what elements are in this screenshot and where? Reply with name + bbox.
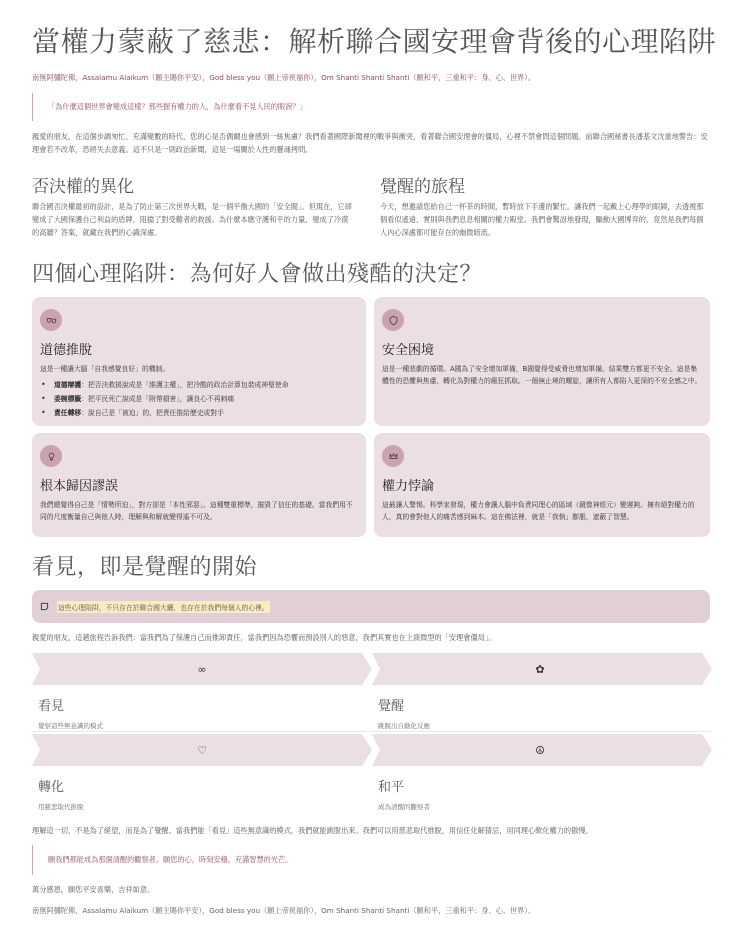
section-heading-journey: 覺醒的旅程 — [380, 177, 465, 197]
step-title: 和平 — [378, 780, 405, 795]
card-title: 權力悖論 — [382, 479, 435, 494]
step-title: 看見 — [38, 699, 65, 714]
closing-quote — [32, 845, 710, 875]
trap-card-power-paradox — [374, 433, 710, 537]
shield-icon — [382, 309, 404, 331]
trap-card-attribution-error — [32, 433, 366, 537]
card-title: 道德推脫 — [40, 343, 93, 358]
lightbulb-icon — [40, 445, 62, 467]
opening-quote-text: 「為什麼這個世界會變成這樣？那些握有權力的人，為什麼看不見人民的眼淚？」 — [48, 102, 307, 111]
list-term: 責任轉移 — [54, 409, 82, 417]
divider — [32, 731, 372, 732]
infinity-icon: ∞ — [197, 662, 207, 676]
step-title: 覺醒 — [378, 699, 405, 714]
thanks-text: 萬分感恩，願您平安喜樂，吉祥如意。 — [32, 885, 155, 894]
closing-quote-text: 願我們都能成為那個清醒的觀察者。願您的心，時刻安穩，充滿智慧的光芒。 — [48, 855, 293, 864]
note-icon — [40, 602, 49, 611]
journey-paragraph: 今天，想邀請您給自己一杯茶的時間，暫時放下手邊的繁忙。讓我們一起戴上心理學的眼鏡，去透視那個看似遙遠、實則與我們息息相關的權力殿堂。我們會驚訝地發現，驅動大國博弈的，竟然是我們每個人內心深處都可能存在的幽微暗流。 — [380, 202, 704, 237]
section-heading-veto: 否決權的異化 — [32, 177, 134, 197]
card-intro: 這是一種讓大腦「自我感覺良好」的機制。 — [40, 365, 170, 373]
step-title: 轉化 — [38, 780, 65, 795]
step-desc: 跳脫出自動化反應 — [378, 722, 430, 730]
closing-paragraph: 理解這一切，不是為了絕望，而是為了覺醒。當我們能「看見」這些無意識的模式，我們就能跳脫出來。我們可以用慈悲取代推脫，用信任化解猜忌，用同理心軟化權力的傲慢。 — [32, 826, 593, 835]
greeting-bottom: 南無阿彌陀佛，Assalamu Alaikum（願主賜你平安），God bless you（願上帝祝福你），Om Shanti Shanti Shanti（願和平，三重和平：身、心、世界）。 — [32, 906, 536, 915]
step-desc: 覺察這些無意識的模式 — [38, 722, 103, 730]
veto-paragraph: 聯合國否決權最初的設計，是為了防止第三次世界大戰，是一個平衡大國的「安全閥」。但現在，它卻變成了大國保護自己利益的盾牌，阻擋了對受難者的救援。為什麼本應守護和平的力量，變成了冷漠的高牆？答案，就藏在我們的心識深處。 — [32, 202, 352, 237]
step-arrow — [372, 653, 712, 685]
card-text: 這最讓人警惕。科學家發現，權力會讓人腦中負責同理心的區域（鏡像神經元）變遲鈍。擁有絕對權力的人，真的會對他人的痛苦感到麻木。這在佛法裡，就是「我執」膨脹，遮蔽了智慧。 — [382, 501, 695, 521]
list-term: 道德辯護 — [54, 381, 82, 389]
peace-icon: ☮ — [535, 743, 545, 757]
card-title: 根本歸因謬誤 — [40, 479, 119, 494]
divider — [372, 731, 712, 732]
list-text: ：把平民死亡說成是「附帶損害」，讓良心不再刺痛 — [81, 395, 235, 403]
step-peace — [372, 734, 712, 811]
card-text: 我們總覺得自己是「情勢所迫」，對方卻是「本性邪惡」。這種雙重標準，摧毀了信任的基礎。當我們用不同的尺度衡量自己與他人時，理解與和解就變得遙不可及。 — [40, 501, 353, 521]
opening-quote — [32, 93, 710, 121]
card-list — [40, 378, 358, 420]
callout-text: 這些心理陷阱，不只存在於聯合國大廳，也存在於我們每個人的心裡。 — [57, 601, 270, 613]
awakening-paragraph: 親愛的朋友，這趟旅程告訴我們：當我們為了保護自己而推卸責任，當我們因為恐懼而預設別人的惡意，我們其實也在上演微型的「安理會僵局」。 — [32, 633, 496, 642]
trap-card-security-dilemma — [374, 297, 710, 426]
step-desc: 成為清醒的觀察者 — [378, 803, 430, 811]
list-text: ：說自己是「被迫」的，把責任推給歷史或對手 — [81, 409, 224, 417]
list-term: 委婉標籤 — [54, 395, 82, 403]
list-item — [40, 406, 358, 420]
list-text: ：把否決救援說成是「維護主權」，把冷酷的政治計算包裝成神聖使命 — [81, 381, 289, 389]
step-see — [32, 653, 372, 730]
flower-icon: ✿ — [535, 662, 545, 676]
awakening-heading: 看見，即是覺醒的開始 — [32, 555, 258, 580]
list-item — [40, 392, 358, 406]
list-item — [40, 378, 358, 392]
masks-icon — [40, 309, 62, 331]
greeting-top: 南無阿彌陀佛，Assalamu Alaikum（願主賜你平安），God bless you（願上帝祝福你），Om Shanti Shanti Shanti（願和平，三重和平：身、心、世界）。 — [32, 73, 536, 82]
card-title: 安全困境 — [382, 343, 435, 358]
step-desc: 用慈悲取代推脫 — [38, 803, 84, 811]
step-arrow — [32, 653, 372, 685]
step-arrow — [32, 734, 372, 766]
intro-paragraph: 親愛的朋友，在這個步調匆忙、充滿變數的時代，您的心是否偶爾也會感到一絲焦慮？我們看著國際新聞裡的戰爭與衝突，看著聯合國安理會的僵局，心裡不禁會問這個問題。前聯合國秘書長潘基文沈重地警告：安理會若不改革，恐將失去意義。這不只是一則政治新聞，這是一場關於人性的靈魂拷問。 — [32, 132, 708, 154]
crown-icon — [382, 445, 404, 467]
trap-card-moral-disengagement — [32, 297, 366, 426]
card-text: 這是一種悲劇的循環。A國為了安全增加軍備，B國覺得受威脅也增加軍備。結果雙方都更不安全。這是集體性的恐懼與焦慮，轉化為對權力的瘋狂抓取。一個無止境的螺旋，讓所有人都陷入更深的不安全感之中。 — [382, 365, 702, 385]
callout-box — [32, 590, 710, 623]
heart-icon: ♡ — [197, 743, 207, 757]
step-awaken — [372, 653, 712, 730]
page-title: 當權力蒙蔽了慈悲：解析聯合國安理會背後的心理陷阱 — [32, 25, 717, 58]
step-transform — [32, 734, 372, 811]
step-arrow — [372, 734, 712, 766]
traps-heading: 四個心理陷阱：為何好人會做出殘酷的決定？ — [32, 262, 483, 287]
